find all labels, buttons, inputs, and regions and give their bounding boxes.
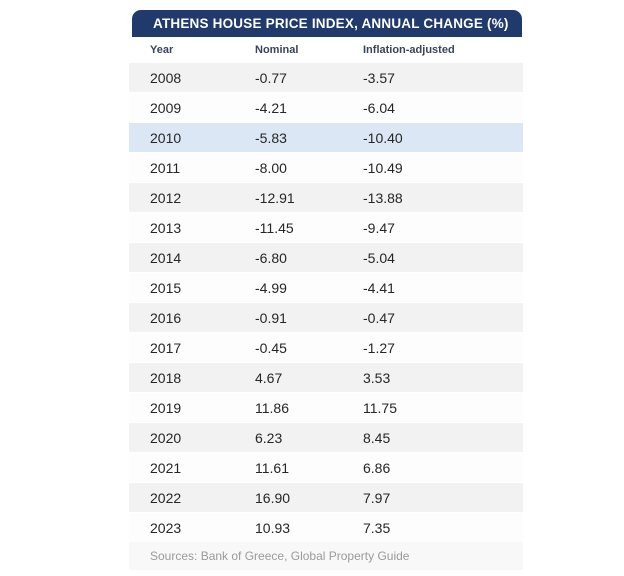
year-cell: 2022 [150,489,182,506]
table-row [129,452,523,482]
table-row [129,302,523,332]
table-row [129,422,523,452]
table-row [129,482,523,512]
year-cell: 2010 [150,129,182,146]
inflation-adjusted-cell: -5.04 [363,249,395,266]
table-row [129,332,523,362]
table-title-banner [132,10,522,37]
column-header-inflation-adjusted: Inflation-adjusted [363,43,455,56]
inflation-adjusted-cell: 7.35 [363,519,391,536]
inflation-adjusted-cell: -4.41 [363,279,395,296]
inflation-adjusted-cell: 7.97 [363,489,391,506]
table-row [129,122,523,152]
inflation-adjusted-cell: -13.88 [363,189,403,206]
year-cell: 2012 [150,189,182,206]
year-cell: 2008 [150,69,182,86]
nominal-cell: -0.45 [255,339,287,356]
table-row [129,242,523,272]
table-row [129,212,523,242]
nominal-cell: 16.90 [255,489,291,506]
year-cell: 2018 [150,369,182,386]
year-cell: 2017 [150,339,182,356]
inflation-adjusted-cell: -0.47 [363,309,395,326]
nominal-cell: -6.80 [255,249,287,266]
inflation-adjusted-cell: -10.40 [363,129,403,146]
year-cell: 2011 [150,159,181,176]
year-cell: 2016 [150,309,182,326]
inflation-adjusted-cell: -10.49 [363,159,403,176]
inflation-adjusted-cell: 3.53 [363,369,391,386]
table-row [129,362,523,392]
inflation-adjusted-cell: -9.47 [363,219,395,236]
table-row [129,392,523,422]
source-text: Sources: Bank of Greece, Global Property Guide [150,549,410,563]
nominal-cell: -8.00 [255,159,287,176]
year-cell: 2023 [150,519,182,536]
column-header-nominal: Nominal [255,43,299,56]
table-row [129,62,523,92]
nominal-cell: -0.77 [255,69,287,86]
table-row [129,152,523,182]
table-row [129,272,523,302]
table-body [129,62,523,542]
nominal-cell: -0.91 [255,309,287,326]
year-cell: 2009 [150,99,182,116]
table-row [129,512,523,542]
table-header-row [129,37,523,62]
column-header-year: Year [150,43,174,56]
nominal-cell: -11.45 [255,219,294,236]
table-source-row [129,542,523,570]
table-row [129,92,523,122]
inflation-adjusted-cell: -1.27 [363,339,395,356]
year-cell: 2021 [150,459,182,476]
inflation-adjusted-cell: -3.57 [363,69,395,86]
year-cell: 2013 [150,219,182,236]
year-cell: 2014 [150,249,182,266]
year-cell: 2020 [150,429,182,446]
nominal-cell: 6.23 [255,429,283,446]
year-cell: 2019 [150,399,182,416]
nominal-cell: -5.83 [255,129,287,146]
nominal-cell: 11.86 [255,399,289,416]
nominal-cell: 4.67 [255,369,283,386]
price-index-table [129,10,523,570]
inflation-adjusted-cell: 6.86 [363,459,391,476]
nominal-cell: -4.99 [255,279,287,296]
table-title: ATHENS HOUSE PRICE INDEX, ANNUAL CHANGE (%) [153,16,509,31]
nominal-cell: 11.61 [255,459,289,476]
table-row [129,182,523,212]
nominal-cell: -4.21 [255,99,287,116]
inflation-adjusted-cell: 8.45 [363,429,391,446]
nominal-cell: 10.93 [255,519,291,536]
inflation-adjusted-cell: 11.75 [363,399,397,416]
year-cell: 2015 [150,279,182,296]
inflation-adjusted-cell: -6.04 [363,99,395,116]
nominal-cell: -12.91 [255,189,295,206]
